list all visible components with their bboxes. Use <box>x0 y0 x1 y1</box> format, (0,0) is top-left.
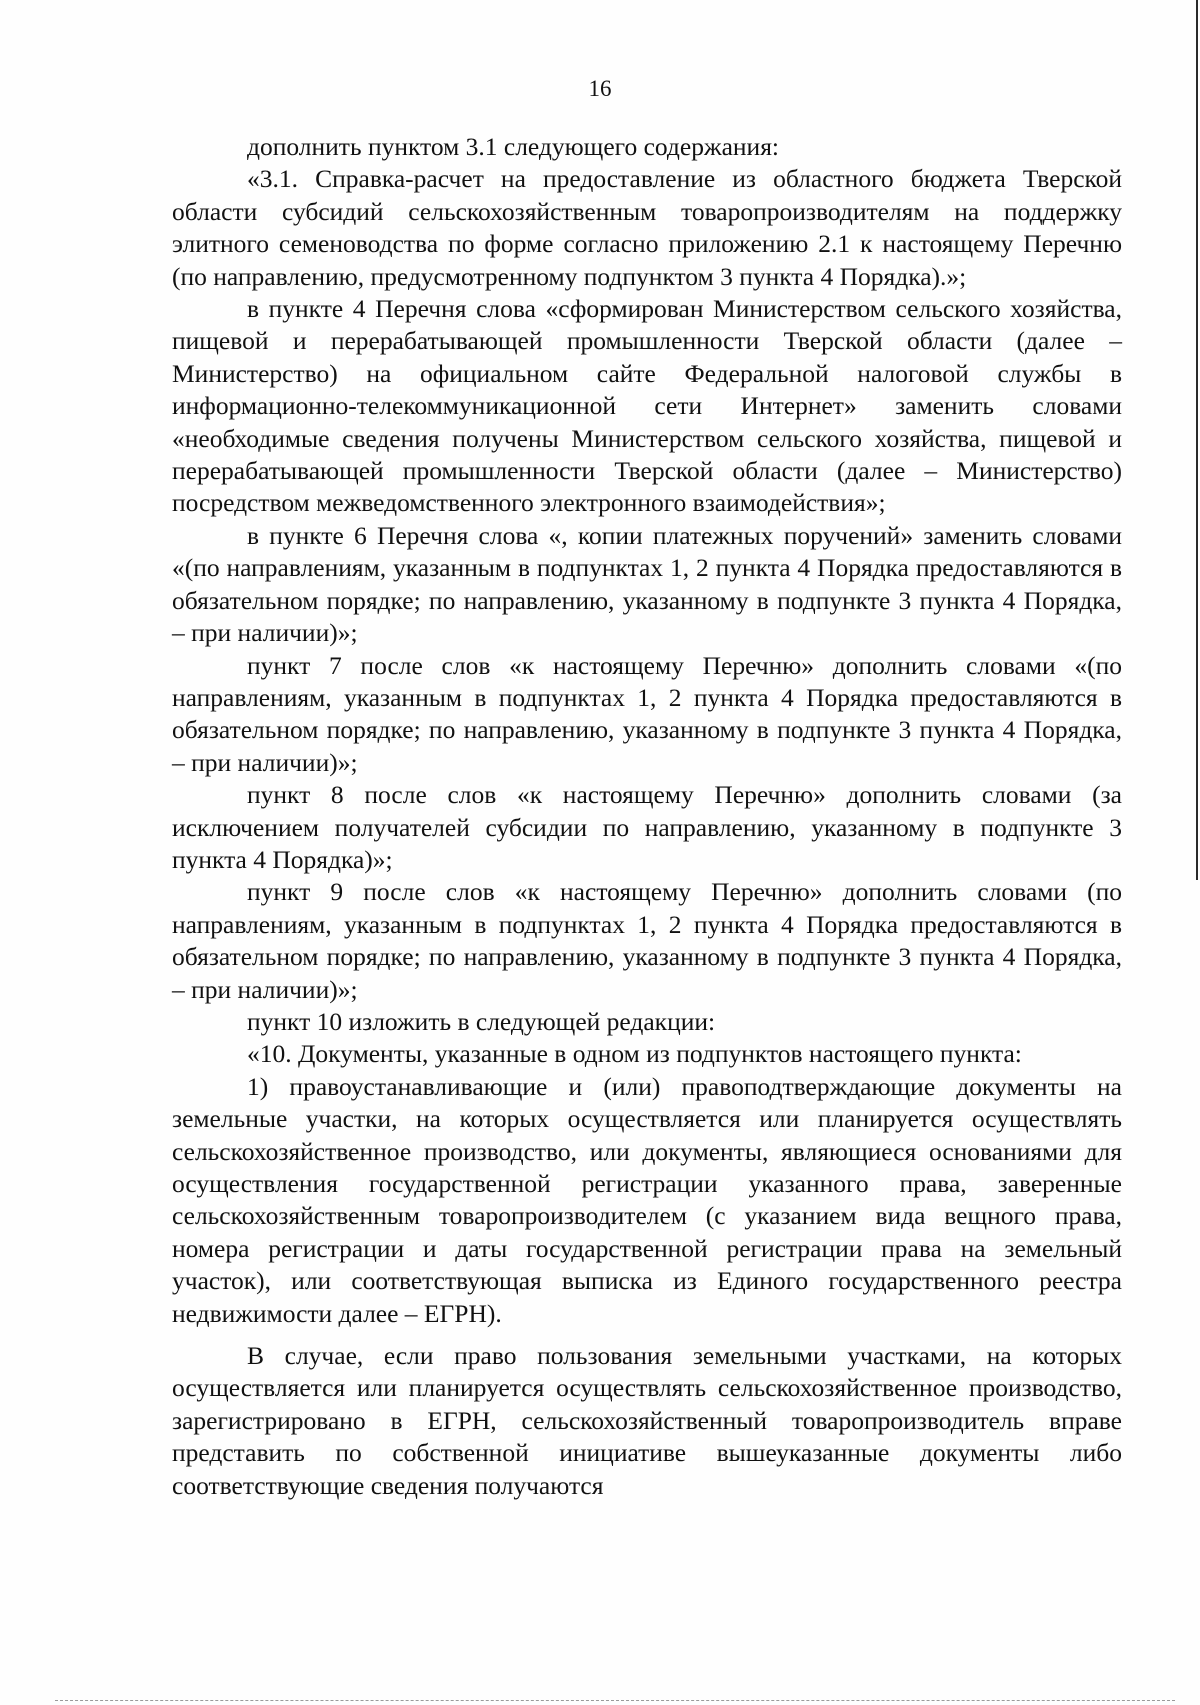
paragraph-7: пункт 9 после слов «к настоящему Перечню» дополнить словами (по направлениям, указанным в подпунктах 1, 2 пункта 4 Порядка предоставляются в обязательном порядке; по направлению, указанному в подпункте 3 пункта 4 Порядка, – при наличии)»; <box>172 877 1122 1004</box>
scan-edge-line <box>1196 0 1198 880</box>
paragraph-4: в пункте 6 Перечня слова «, копии платежных поручений» заменить словами «(по направлениям, указанным в подпунктах 1, 2 пункта 4 Порядка предоставляются в обязательном порядке; по направлению, указанному в подпункте 3 пункта 4 Порядка, – при наличии)»; <box>172 520 1122 648</box>
document-body <box>172 131 1122 1502</box>
paragraph-10: 1) правоустанавливающие и (или) правоподтверждающие документы на земельные участки, на которых осуществляется или планируется осуществлять сельскохозяйственное производство, или документы, являющиеся основаниями для осуществления государственной регистрации указанного права, заверенные сельскохозяйственным товаропроизводителем (с указанием вида вещного права, номера регистрации и даты государственной регистрации права на земельный участок), или соответствующая выписка из Единого государственного реестра недвижимости далее – ЕГРН). <box>172 1071 1122 1328</box>
paragraph-5: пункт 7 после слов «к настоящему Перечню» дополнить словами «(по направлениям, указанным в подпунктах 1, 2 пункта 4 Порядка предоставляются в обязательном порядке; по направлению, указанному в подпункте 3 пункта 4 Порядка, – при наличии)»; <box>172 650 1122 777</box>
paragraph-1: дополнить пунктом 3.1 следующего содержания: <box>247 132 780 161</box>
paragraph-8: пункт 10 изложить в следующей редакции: <box>247 1006 716 1036</box>
paragraph-9: «10. Документы, указанные в одном из подпунктов настоящего пункта: <box>247 1039 1022 1069</box>
paragraph-11: В случае, если право пользования земельными участками, на которых осуществляется или планируется осуществлять сельскохозяйственное производство, зарегистрировано в ЕГРН, сельскохозяйственный товаропроизводитель вправе представить по собственной инициативе вышеуказанные документы либо соответствующие сведения получаются <box>172 1341 1122 1500</box>
paragraph-2: «3.1. Справка-расчет на предоставление из областного бюджета Тверской области субсидий сельскохозяйственным товаропроизводителям на поддержку элитного семеноводства по форме согласно приложению 2.1 к настоящему Перечню (по направлению, предусмотренному подпунктом 3 пункта 4 Порядка).»; <box>172 164 1122 291</box>
paragraph-3: в пункте 4 Перечня слова «сформирован Министерством сельского хозяйства, пищевой и перерабатывающей промышленности Тверской области (далее – Министерство) на официальном сайте Федеральной налоговой службы в информационно-телекоммуникационной сети Интернет» заменить словами «необходимые сведения получены Министерством сельского хозяйства, пищевой и перерабатывающей промышленности Тверской области (далее – Министерство) посредством межведомственного электронного взаимодействия»; <box>172 294 1122 518</box>
page-number: 16 <box>588 76 612 101</box>
scan-bottom-edge <box>55 1700 1175 1702</box>
paragraph-6: пункт 8 после слов «к настоящему Перечню» дополнить словами (за исключением получателей субсидии по направлению, указанному в подпункте 3 пункта 4 Порядка)»; <box>172 780 1122 874</box>
